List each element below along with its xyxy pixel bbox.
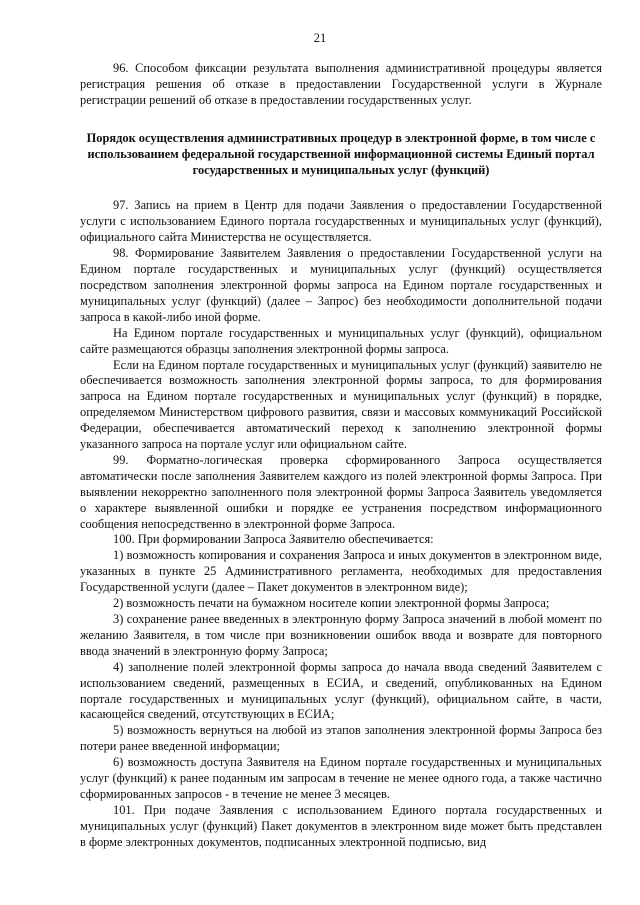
paragraph: 4) заполнение полей электронной формы запроса до начала ввода сведений Заявителем с использованием сведений, размещенных в ЕСИА, и сведений, опубликованных на Едином портале государственных и муниципальных услуг (функций), официальном сайте, в части, касающейся сведений, отсутствующих в ЕСИА; <box>80 659 602 722</box>
page-content <box>80 61 602 851</box>
paragraphs-before <box>80 61 602 109</box>
paragraph: 99. Форматно-логическая проверка сформированного Запроса осуществляется автоматически после заполнения Заявителем каждого из полей электронной формы Запроса. При выявлении некорректно заполненного поля электронной формы Запроса Заявитель уведомляется о характере выявленной ошибки и порядке ее устранения посредством информационного сообщения непосредственно в электронной форме Запроса. <box>80 452 602 531</box>
section-heading: Порядок осуществления административных процедур в электронной форме, в том числе с использованием федеральной государственной информационной системы Единый портал государственных и муниципальных услуг (функций) <box>86 130 596 177</box>
paragraph: 2) возможность печати на бумажном носителе копии электронной формы Запроса; <box>113 596 550 611</box>
page-number: 21 <box>313 31 327 45</box>
paragraph: 96. Способом фиксации результата выполнения административной процедуры является регистрация решения об отказе в предоставлении Государственной услуги в Журнале регистрации решений об отказе в предоставлении государственных услуг. <box>80 61 602 107</box>
paragraph: 98. Формирование Заявителем Заявления о предоставлении Государственной услуги на Едином портале государственных и муниципальных услуг (функций) осуществляется посредством заполнения электронной формы запроса на Едином портале государственных и муниципальных услуг (функций) (далее – Запрос) без необходимости дополнительной подачи запроса в какой-либо иной форме. <box>80 246 602 324</box>
paragraph: 1) возможность копирования и сохранения Запроса и иных документов в электронном виде, указанных в пункте 25 Административного регламента, необходимых для предоставления Государственной услуги (далее – Пакет документов в электронном виде); <box>80 548 602 595</box>
paragraph: 6) возможность доступа Заявителя на Едином портале государственных и муниципальных услуг (функций) к ранее поданным им запросам в течение не менее одного года, а также частично сформированных запросов - в течение не менее 3 месяцев. <box>80 755 602 801</box>
paragraph: 100. При формировании Запроса Заявителю обеспечивается: <box>113 532 434 547</box>
paragraph: 101. При подаче Заявления с использованием Единого портала государственных и муниципальных услуг (функций) Пакет документов в электронном виде может быть представлен в форме электронных документов, подписанных электронной подписью, вид <box>80 802 602 849</box>
paragraph: 97. Запись на прием в Центр для подачи Заявления о предоставлении Государственной услуги с использованием Единого портала государственных и муниципальных услуг (функций), официального сайта Министерства не осуществляется. <box>80 198 602 245</box>
paragraphs-main <box>80 198 602 850</box>
paragraph: На Едином портале государственных и муниципальных услуг (функций), официальном сайте размещаются образцы заполнения электронной формы запроса. <box>80 325 602 356</box>
paragraph: Если на Едином портале государственных и муниципальных услуг (функций) заявителю не обеспечивается возможность заполнения электронной формы запроса, то для формирования запроса на Едином портале государственных и муниципальных услуг (функций) в порядке, определяемом Министерством цифрового развития, связи и массовых коммуникаций Российской Федерации, обеспечивается автоматический переход к заполнению электронной формы указанного запроса на портале услуг или официальном сайте. <box>80 357 602 452</box>
paragraph: 3) сохранение ранее введенных в электронную форму Запроса значений в любой момент по желанию Заявителя, в том числе при возникновении ошибок ввода и возврате для повторного ввода значений в электронную форму Запроса; <box>80 612 602 658</box>
paragraph: 5) возможность вернуться на любой из этапов заполнения электронной формы Запроса без потери ранее введенной информации; <box>80 723 602 754</box>
